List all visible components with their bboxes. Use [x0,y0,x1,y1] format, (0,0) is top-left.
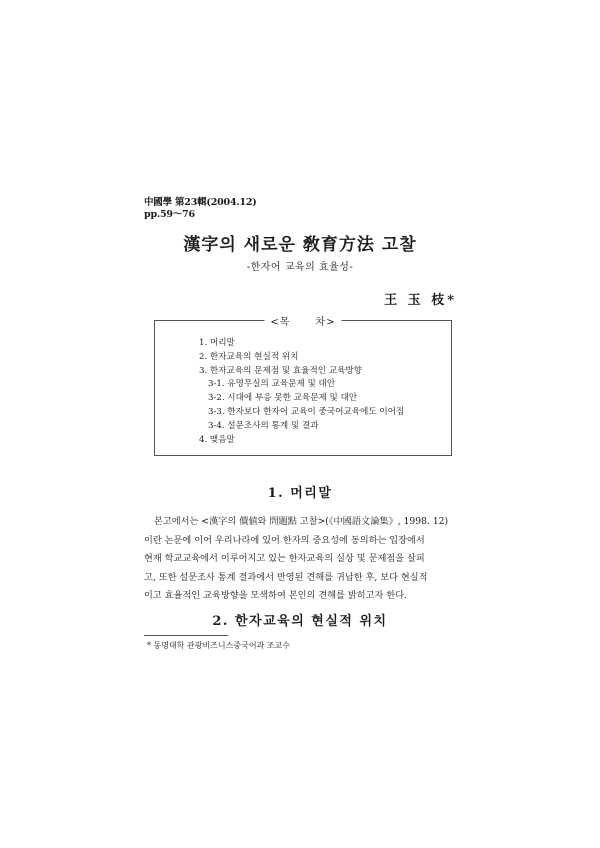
author-name: 王 玉 枝* [384,293,457,308]
paper-subtitle: -한자어 교육의 효율성- [246,262,354,273]
toc-heading: <목 차> [264,313,341,328]
body-line: 본고에서는 <漢字의 價値와 問題點 고찰>(《中國語文論集》, 1998. 12) [154,516,449,527]
toc-item: 4. 맺음말 [199,434,235,445]
toc-subitem: 3-4. 설문조사의 통계 및 결과 [208,420,319,431]
section-heading-position: 2. 한자교육의 현실적 위치 [212,614,388,629]
toc-subitem: 3-3. 한자보다 한자어 교육이 중국어교육에도 이어짐 [208,406,405,417]
table-of-contents [154,317,452,456]
toc-subitem: 3-1. 유명무실의 교육문제 및 대안 [208,379,336,390]
toc-item: 3. 한자교육의 문제점 및 효율적인 교육방향 [199,365,362,376]
body-line: 고, 또한 설문조사 통계 결과에서 반영된 견해를 귀납한 후, 보다 현실적 [144,571,428,583]
paper-title: 漢字의 새로운 敎育方法 고찰 [183,235,417,255]
toc-subitem: 3-2. 시대에 부응 못한 교육문제 및 대안 [208,393,358,404]
body-paragraph [144,513,456,606]
journal-info [144,197,257,221]
footnote-divider [144,635,228,636]
toc-item: 2. 한자교육의 현실적 위치 [199,351,299,362]
journal-pages: pp.59～76 [144,209,195,220]
body-line: 이고 효율적인 교육방향을 모색하여 본인의 견해를 밝히고자 한다. [144,590,407,602]
author-footnote: * 동명대학 관광비즈니스중국어과 조교수 [147,641,291,650]
section-heading-intro: 1. 머리말 [267,486,333,501]
body-line: 이란 논문에 이어 우리나라에 있어 한자의 중요성에 동의하는 입장에서 [144,534,425,546]
body-line: 현재 학교교육에서 이루어지고 있는 한자교육의 실상 및 문제점을 살피 [144,553,425,565]
journal-issue: 中國學 第23輯(2004.12) [144,197,257,208]
toc-list [199,337,404,447]
toc-item: 1. 머리말 [199,338,235,348]
